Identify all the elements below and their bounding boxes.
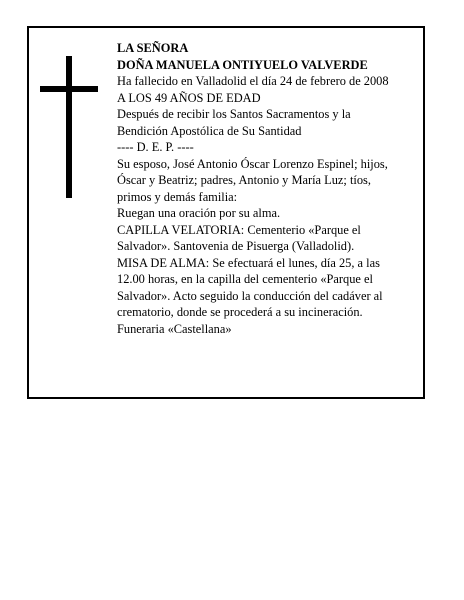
family-line-3: primos y demás familia: [117,189,238,204]
mass-line-1: MISA DE ALMA: Se efectuará el lunes, día 25, a las [117,255,380,270]
mass-line-3: Salvador». Acto seguido la conducción del cadáver al [117,288,383,303]
wake-line-2: Salvador». Santovenia de Pisuerga (Valladolid). [117,239,355,253]
wake-line-1: CAPILLA VELATORIA: Cementerio «Parque el [117,222,361,237]
mass-line-2: 12.00 horas, en la capilla del cementerio «Parque el [117,272,373,286]
mass-line-4: crematorio, donde se procederá a su incineración. [117,305,363,319]
age-line: A LOS 49 AÑOS DE EDAD [117,90,261,105]
honorific: LA SEÑORA [117,41,189,55]
sacraments-line-1: Después de recibir los Santos Sacramentos y la [117,107,351,121]
passing-line: Ha fallecido en Valladolid el día 24 de febrero de 2008 [117,74,389,88]
sacraments-line-2: Bendición Apostólica de Su Santidad [117,123,302,138]
prayer-request: Ruegan una oración por su alma. [117,206,281,220]
cross-vertical-bar [66,56,72,198]
funeral-home: Funeraria «Castellana» [117,321,232,336]
obituary-notice [27,26,425,399]
deceased-name: DOÑA MANUELA ONTIYUELO VALVERDE [117,57,368,72]
family-line-1: Su esposo, José Antonio Óscar Lorenzo Espinel; hijos, [117,156,388,171]
notice-body [117,40,422,337]
cross-horizontal-bar [40,86,98,92]
family-line-2: Óscar y Beatriz; padres, Antonio y María Luz; tíos, [117,173,371,187]
rip-line: ---- D. E. P. ---- [117,140,194,154]
